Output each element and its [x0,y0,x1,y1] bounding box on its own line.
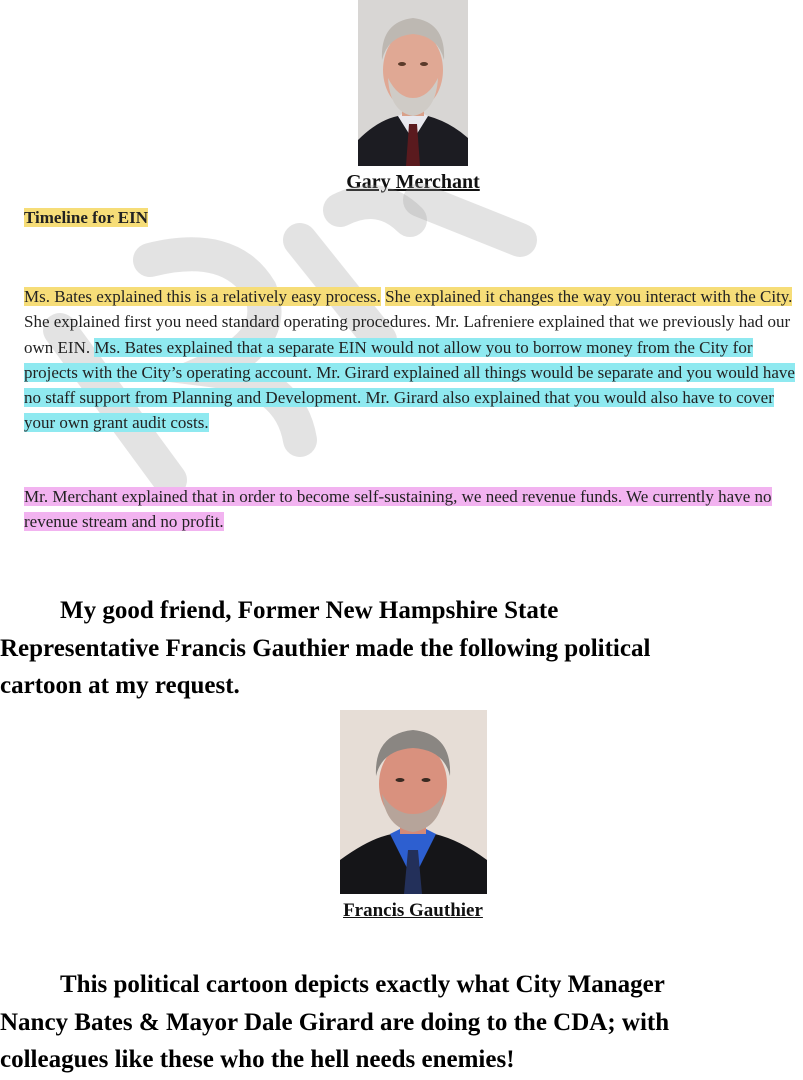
gary-merchant-caption: Gary Merchant [346,171,480,193]
memo-p1-segment: Ms. Bates explained this is a relatively easy process. [24,287,381,306]
memo-paragraph-2 [24,484,803,535]
francis-gauthier-caption: Francis Gauthier [343,900,483,921]
memo-title-text: Timeline for EIN [24,208,149,227]
description-line: Nancy Bates & Mayor Dale Girard are doing to the CDA; with [0,1008,670,1036]
description-line: This political cartoon depicts exactly what City Manager [60,971,665,998]
memo-p1-segment: She explained it changes the way you interact with the City. [385,287,793,306]
memo-p1-segment: Ms. Bates explained that a separate EIN would not allow you to borrow money from the City for projects with the City’s operating account. Mr. Girard explained all things would be separate and you would have no staff support from Planning and Development. Mr. Girard also explained that you would also have to cover your own grant audit costs. [24,337,795,433]
francis-gauthier-photo [340,710,487,894]
intro-line: Representative Francis Gauthier made the following political [0,634,651,662]
description-line: colleagues like these who the hell needs enemies! [0,1046,515,1073]
intro-paragraph [0,592,803,705]
intro-line: cartoon at my request. [0,672,240,699]
memo-title [24,205,148,230]
cartoon-description-paragraph [0,966,803,1079]
intro-line: My good friend, Former New Hampshire State [60,597,559,624]
gary-merchant-photo [358,0,468,166]
memo-p2-segment: Mr. Merchant explained that in order to become self-sustaining, we need revenue funds. We currently have no revenue stream and no profit. [24,487,772,532]
memo-p1-segment: She explained first you need standard operating procedures. Mr. Lafreniere explained that we previously had our own EIN. [24,312,791,357]
memo-paragraph-1 [24,284,803,436]
